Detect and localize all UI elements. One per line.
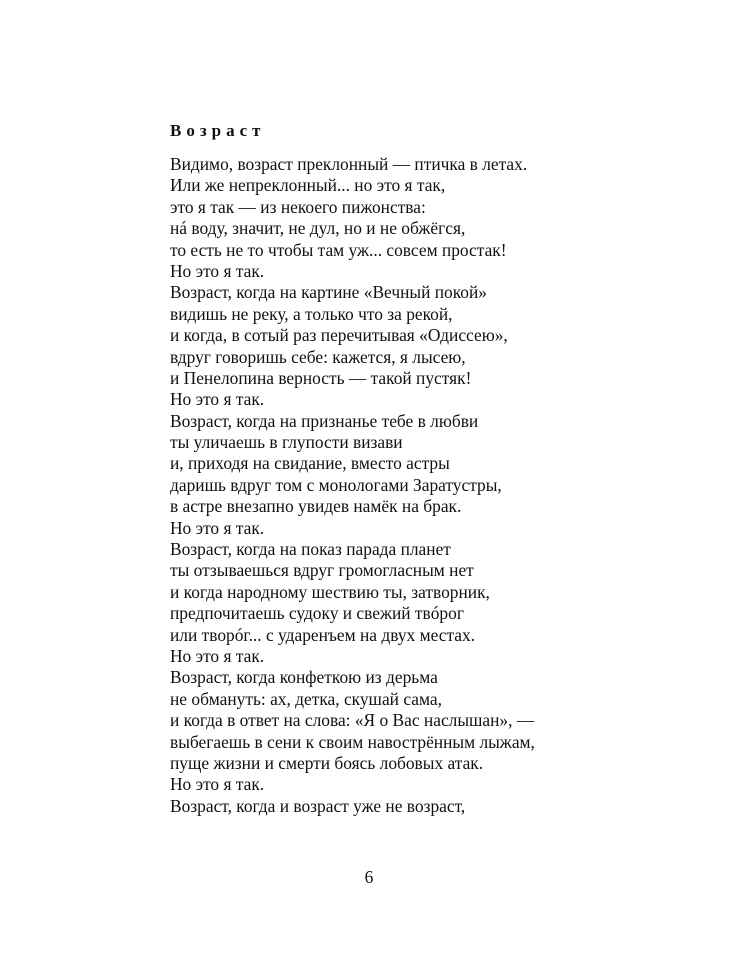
poem-line: видишь не реку, а только что за рекой, [170, 303, 453, 324]
poem-line: ты уличаешь в глупости визави [170, 432, 403, 453]
poem-line: и когда народному шествию ты, затворник, [170, 581, 490, 602]
poem-line: Или же непреклонный... но это я так, [170, 175, 446, 196]
poem-line: Видимо, возраст преклонный — птичка в летах. [170, 154, 528, 174]
page-number: 6 [364, 867, 374, 887]
poem-line: предпочитаешь судоку и свежий твóрог [170, 603, 464, 624]
poem-line: вдруг говоришь себе: кажется, я лысею, [170, 346, 466, 367]
poem-line: Но это я так. [170, 645, 265, 666]
poem-line: не обмануть: ах, детка, скушай сама, [170, 688, 442, 709]
poem-line: это я так — из некоего пижонства: [170, 196, 426, 217]
poem-line: и Пенелопина верность — такой пустяк! [170, 367, 472, 388]
poem-line: Возраст, когда на признанье тебе в любви [170, 410, 479, 431]
poem-line: Но это я так. [170, 774, 265, 795]
poem-line: и когда в ответ на слова: «Я о Вас наслышан», — [170, 710, 535, 731]
poem-line: Возраст, когда на картине «Вечный покой» [170, 282, 487, 303]
poem-line: или творóг... с ударенъем на двух местах. [170, 624, 476, 645]
poem-line: ты отзываешься вдруг громогласным нет [170, 560, 474, 581]
poem-title: Возраст [170, 121, 266, 140]
poem-line: даришь вдруг том с монологами Заратустры, [170, 474, 502, 495]
poem-line: и когда, в сотый раз перечитывая «Одиссею», [170, 325, 508, 346]
poem-line: Но это я так. [170, 389, 265, 410]
poem-lines [170, 154, 690, 817]
poem-line: Возраст, когда и возраст уже не возраст, [170, 795, 466, 816]
poem-line: пуще жизни и смерти боясь лобовых атак. [170, 752, 484, 773]
poem-line: Возраст, когда конфеткою из дерьма [170, 667, 438, 688]
poem-line: нá воду, значит, не дул, но и не обжёгся, [170, 218, 466, 239]
poem-line: Возраст, когда на показ парада планет [170, 539, 451, 560]
poem-line: в астре внезапно увидев намёк на брак. [170, 496, 462, 517]
poem-line: выбегаешь в сени к своим навострённым лыжам, [170, 731, 535, 752]
poem-line: Но это я так. [170, 517, 265, 538]
poem-line: и, приходя на свидание, вместо астры [170, 453, 450, 474]
poem-line: то есть не то чтобы там уж... совсем простак! [170, 239, 507, 260]
poem [170, 120, 690, 817]
poem-line: Но это я так. [170, 260, 265, 281]
